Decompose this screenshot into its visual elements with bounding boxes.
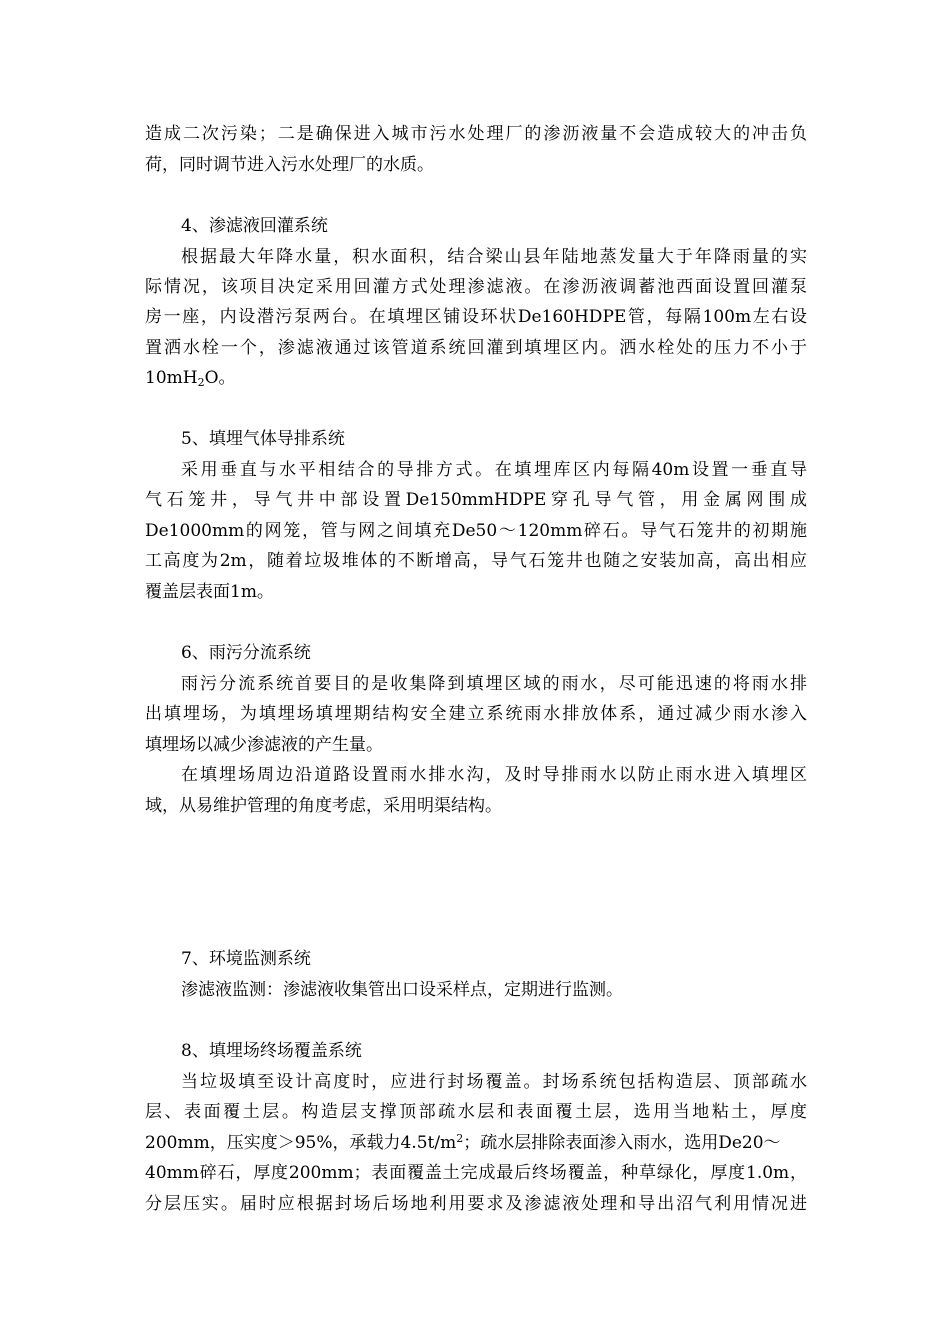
section-heading-7: 7、环境监测系统 [181,949,311,969]
body-text-line: 出填埋场，为填埋场填埋期结构安全建立系统雨水排放体系，通过减少雨水渗入 [145,704,807,724]
section-heading-8: 8、填埋场终场覆盖系统 [181,1041,362,1061]
body-text-line [145,1133,807,1153]
body-text-line: 层、表面覆土层。构造层支撑顶部疏水层和表面覆土层，选用当地粘土，厚度 [145,1102,807,1122]
formula-part: 10mH [145,368,198,388]
body-text-line: 房一座，内设潜污泵两台。在填埋区铺设环状De160HDPE管，每隔100m左右设 [145,307,807,327]
body-text-line: 气石笼井，导气井中部设置De150mmHDPE穿孔导气管，用金属网围成 [145,490,807,510]
body-text-line: 造成二次污染；二是确保进入城市污水处理厂的渗沥液量不会造成较大的冲击负 [145,124,807,144]
section-heading-4: 4、渗滤液回灌系统 [181,216,328,236]
body-text-line: 在填埋场周边沿道路设置雨水排水沟，及时导排雨水以防止雨水进入填埋区 [181,765,807,785]
body-text-line: 渗滤液监测：渗滤液收集管出口设采样点，定期进行监测。 [181,980,623,1000]
body-text-line: 根据最大年降水量，积水面积，结合梁山县年陆地蒸发量大于年降雨量的实 [181,247,807,267]
body-text-line: 采用垂直与水平相结合的导排方式。在填埋库区内每隔40m设置一垂直导 [181,460,807,480]
body-text-line: 际情况，该项目决定采用回灌方式处理渗滤液。在渗沥液调蓄池西面设置回灌泵 [145,277,807,297]
body-text-line: 工高度为2m，随着垃圾堆体的不断增高，导气石笼井也随之安装加高，高出相应 [145,551,807,571]
formula-part: O。 [204,368,236,388]
unit-superscript: 2 [456,1132,464,1145]
body-text-line: 荷，同时调节进入污水处理厂的水质。 [145,155,434,175]
body-text-line: 填埋场以减少渗滤液的产生量。 [145,735,383,755]
text-part: 200mm，压实度＞95%，承载力4.5t/m [145,1133,457,1153]
formula-subscript: 2 [197,376,205,389]
body-text-line: 分层压实。届时应根据封场后场地利用要求及渗滤液处理和导出沼气利用情况进 [145,1194,807,1214]
text-part: ；疏水层排除表面渗入雨水，选用De20～ [463,1133,781,1153]
body-text-line: 域，从易维护管理的角度考虑，采用明渠结构。 [145,796,502,816]
body-text-line: 覆盖层表面1m。 [145,582,274,602]
body-text-line: 置洒水栓一个，渗滤液通过该管道系统回灌到填埋区内。洒水栓处的压力不小于 [145,338,807,358]
body-text-line: 40mm碎石，厚度200mm；表面覆盖土完成最后终场覆盖，种草绿化，厚度1.0m， [145,1163,807,1183]
body-text-line: De1000mm的网笼，管与网之间填充De50～120mm碎石。导气石笼井的初期施 [145,521,807,541]
body-text-line [145,368,807,388]
body-text-line: 雨污分流系统首要目的是收集降到填埋区域的雨水，尽可能迅速的将雨水排 [181,674,807,694]
body-text-line: 当垃圾填至设计高度时，应进行封场覆盖。封场系统包括构造层、顶部疏水 [181,1072,807,1092]
section-heading-5: 5、填埋气体导排系统 [181,429,345,449]
section-heading-6: 6、雨污分流系统 [181,643,311,663]
